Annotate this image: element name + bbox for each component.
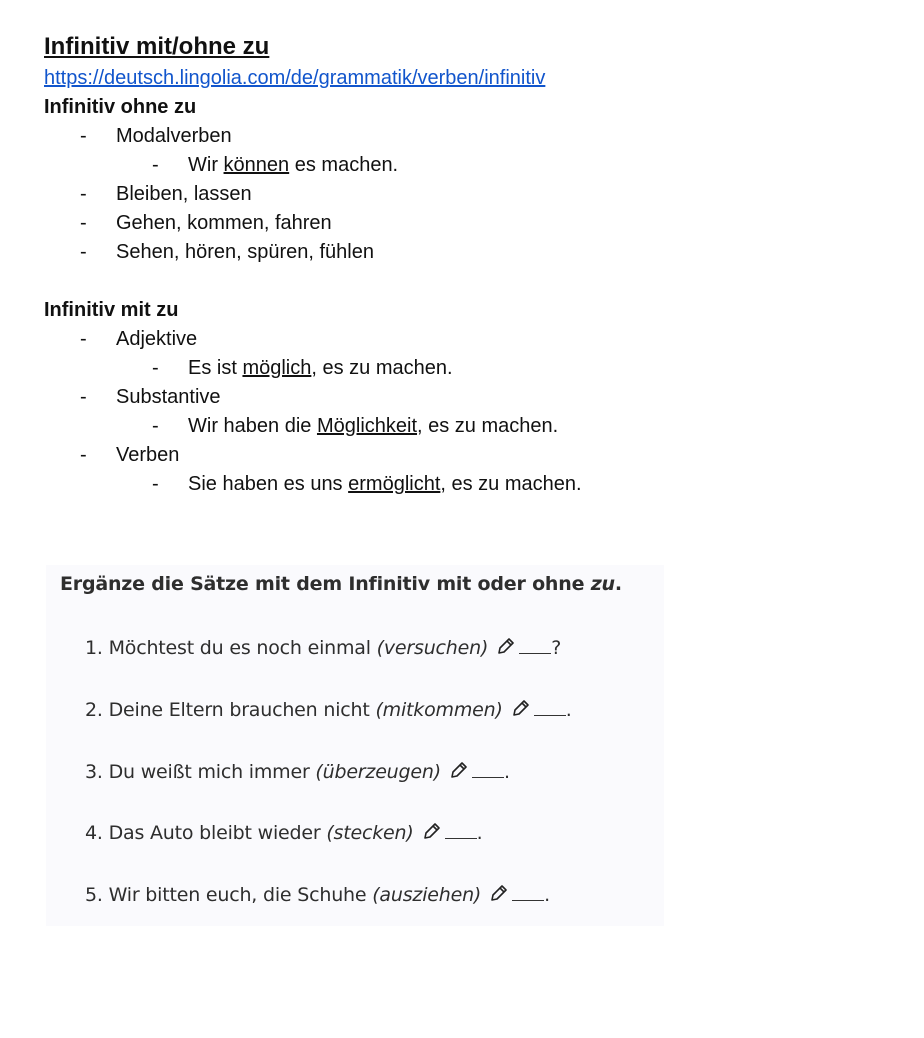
document-body (44, 30, 884, 499)
item-end: ? (551, 637, 562, 659)
pencil-icon (496, 636, 516, 661)
answer-blank[interactable] (519, 635, 551, 654)
example-text: Wir haben die (188, 415, 317, 437)
pencil-icon (422, 821, 442, 846)
list-dash: - (152, 154, 159, 176)
answer-blank[interactable] (512, 882, 544, 901)
item-verb: (mitkommen) (375, 699, 503, 721)
item-text: Du weißt mich immer (108, 761, 316, 783)
exercise-item (85, 820, 482, 846)
item-number: 5. (85, 884, 103, 906)
item-end: . (503, 761, 510, 783)
list-item (44, 441, 884, 470)
section-heading-ohne-zu: Infinitiv ohne zu (44, 96, 197, 118)
exercise-heading-text: Ergänze die Sätze mit dem Infinitiv mit oder ohne (60, 573, 591, 595)
list-subitem (44, 354, 884, 383)
list-subitem (44, 412, 884, 441)
item-verb: (stecken) (326, 822, 414, 844)
item-text: Deine Eltern brauchen nicht (108, 699, 376, 721)
list-subitem (44, 470, 884, 499)
example-underlined-word: Möglichkeit (316, 415, 418, 437)
exercise-item (85, 759, 510, 785)
list-item-label: Sehen, hören, spüren, fühlen (116, 241, 374, 263)
item-number: 2. (85, 699, 103, 721)
list-dash: - (80, 444, 87, 466)
list-item (44, 325, 884, 354)
answer-blank[interactable] (472, 759, 504, 778)
list-dash: - (80, 328, 87, 350)
list-item (44, 209, 884, 238)
list-item-label: Modalverben (116, 125, 232, 147)
list-dash: - (80, 125, 87, 147)
list-item (44, 180, 884, 209)
exercise-heading-italic: zu (590, 573, 615, 595)
example-underlined-word: ermöglicht (348, 473, 441, 495)
item-end: . (544, 884, 550, 906)
example-text: es machen. (289, 154, 399, 176)
item-end: . (565, 699, 572, 721)
list-dash: - (152, 357, 159, 379)
example-sentence (188, 412, 558, 441)
answer-blank[interactable] (445, 820, 477, 839)
item-text: Wir bitten euch, die Schuhe (108, 884, 373, 906)
exercise-heading-end: . (614, 573, 622, 595)
list-item (44, 238, 884, 267)
item-verb: (versuchen) (376, 637, 489, 659)
list-dash: - (80, 241, 87, 263)
example-sentence (188, 151, 398, 180)
list-item-label: Substantive (116, 386, 221, 408)
list-item-label: Gehen, kommen, fahren (116, 212, 332, 234)
list-item-label: Verben (116, 444, 180, 466)
item-end: . (476, 822, 483, 844)
section-heading-mit-zu: Infinitiv mit zu (44, 299, 179, 321)
item-verb: (ausziehen) (372, 884, 482, 906)
example-text: Sie haben es uns (188, 473, 349, 495)
item-number: 3. (85, 761, 103, 783)
pencil-icon (489, 883, 509, 908)
answer-blank[interactable] (534, 697, 566, 716)
list-dash: - (152, 415, 159, 437)
example-text: Wir (188, 154, 224, 176)
item-number: 1. (85, 637, 103, 659)
example-text: , es zu machen. (440, 473, 582, 495)
list-item-label: Bleiben, lassen (116, 183, 252, 205)
list-dash: - (80, 183, 87, 205)
example-text: , es zu machen. (311, 357, 453, 379)
example-underlined-word: können (223, 154, 290, 176)
exercise-heading (60, 573, 622, 595)
example-sentence (188, 470, 582, 499)
exercise-item (85, 635, 561, 661)
list-dash: - (152, 473, 159, 495)
exercise-item (85, 697, 572, 723)
exercise-image (46, 565, 664, 926)
list-item (44, 383, 884, 412)
reference-link[interactable]: https://deutsch.lingolia.com/de/grammatik/verben/infinitiv (44, 67, 546, 89)
spacer (44, 267, 884, 296)
example-sentence (188, 354, 453, 383)
list-dash: - (80, 212, 87, 234)
list-subitem (44, 151, 884, 180)
pencil-icon (449, 760, 469, 785)
example-underlined-word: möglich (242, 357, 312, 379)
item-text: Möchtest du es noch einmal (108, 637, 377, 659)
pencil-icon (511, 698, 531, 723)
list-dash: - (80, 386, 87, 408)
item-verb: (überzeugen) (315, 761, 441, 783)
example-text: , es zu machen. (417, 415, 559, 437)
item-number: 4. (85, 822, 103, 844)
list-item (44, 122, 884, 151)
list-item-label: Adjektive (116, 328, 198, 350)
page-title: Infinitiv mit/ohne zu (44, 33, 270, 60)
example-text: Es ist (188, 357, 243, 379)
item-text: Das Auto bleibt wieder (108, 822, 327, 844)
exercise-item (85, 882, 550, 908)
